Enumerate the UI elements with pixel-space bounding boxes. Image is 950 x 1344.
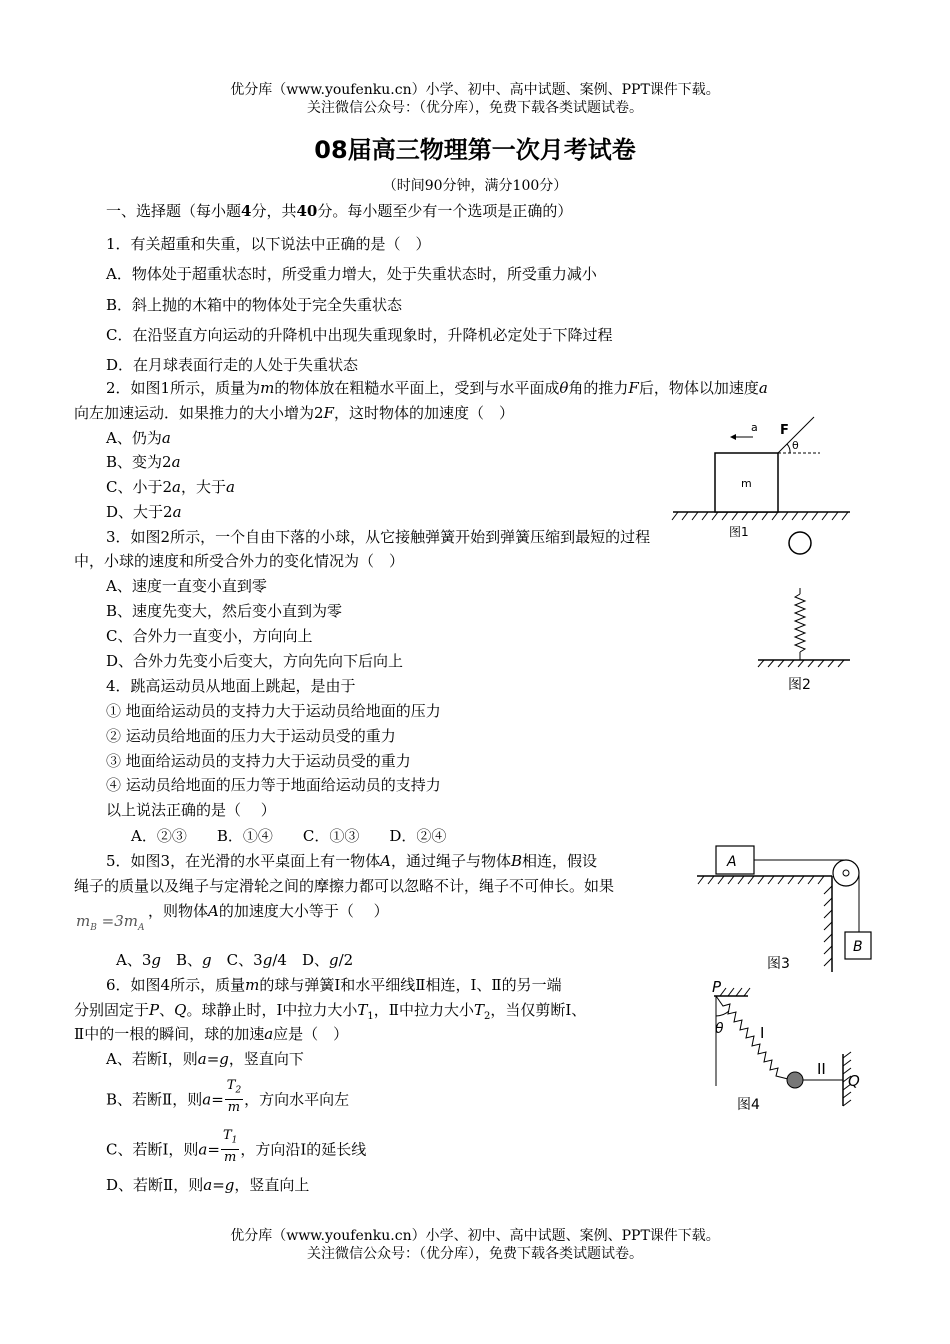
- q5-mass-condition: $m_B =3m_A$: [76, 912, 145, 933]
- fig2-caption: 图2: [788, 677, 811, 693]
- q3-stem-line-2: 中，小球的速度和所受合外力的变化情况为（ ）: [74, 552, 405, 570]
- q6-stem-line-2: 分别固定于P、Q。球静止时，Ⅰ中拉力大小$T_1$，Ⅱ中拉力大小$T_2$，当仅剪断Ⅰ、: [74, 1001, 587, 1022]
- q1-option-b: B．斜上抛的木箱中的物体处于完全失重状态: [106, 296, 403, 314]
- q6-option-a: A、若断Ⅰ，则a=g，竖直向下: [106, 1050, 304, 1068]
- page-title: 08届高三物理第一次月考试卷: [314, 136, 636, 164]
- q6-stem-line-1: 6．如图4所示，质量m的球与弹簧Ⅰ和水平细线Ⅱ相连，Ⅰ、Ⅱ的另一端: [106, 976, 562, 994]
- q6-option-d: D、若断Ⅱ，则a=g，竖直向上: [106, 1176, 310, 1194]
- fig1-label-a: a: [751, 421, 758, 434]
- page-subtitle: （时间90分钟，满分100分）: [382, 178, 568, 194]
- fig2-ground-hatch: [758, 660, 844, 667]
- fig4-caption: 图4: [737, 1097, 760, 1113]
- q3-option-a: A、速度一直变小直到零: [106, 577, 267, 595]
- fig3-edge-hatch: [824, 886, 832, 966]
- q2-option-b: B、变为2a: [106, 453, 181, 471]
- fig3-pulley-axle: [843, 870, 849, 876]
- q2-stem-line-1: 2．如图1所示，质量为m的物体放在粗糙水平面上，受到与水平面成θ角的推力F后，物体以加速度a: [106, 379, 768, 397]
- q6-option-b: B、若断Ⅱ，则a= $\frac{T_2}{m}$ ，方向水平向左: [106, 1078, 350, 1115]
- q2-option-a: A、仍为a: [106, 429, 171, 447]
- q4-statement-3: ③ 地面给运动员的支持力大于运动员受的重力: [106, 752, 411, 770]
- fig1-accel-arrowhead: [730, 434, 736, 440]
- q1-option-a: A．物体处于超重状态时，所受重力增大，处于失重状态时，所受重力减小: [106, 265, 597, 283]
- fig3-label-B: B: [853, 939, 863, 955]
- fig1-label-F: F: [780, 423, 789, 438]
- q4-options: A．②③ B．①④ C．①③ D．②④: [131, 827, 447, 845]
- q2-stem-line-2: 向左加速运动．如果推力的大小增为2F，这时物体的加速度（ ）: [74, 404, 514, 422]
- fig1-caption: 图1: [729, 525, 749, 539]
- q3-option-d: D、合外力先变小后变大，方向先向下后向上: [106, 652, 404, 670]
- q2-option-d: D、大于2a: [106, 503, 182, 521]
- figure-3: [694, 842, 884, 977]
- q5-stem-line-2: 绳子的质量以及绳子与定滑轮之间的摩擦力都可以忽略不计，绳子不可伸长。如果: [74, 877, 615, 895]
- fig4-label-theta: θ: [715, 1021, 724, 1037]
- q1-option-d: D．在月球表面行走的人处于失重状态: [106, 356, 359, 374]
- q5-options: A、3g B、g C、3g/4 D、g/2: [116, 951, 354, 969]
- footer-line-2: 关注微信公众号：（优分库），免费下载各类试题试卷。: [307, 1246, 643, 1262]
- q1-stem: 1．有关超重和失重，以下说法中正确的是（ ）: [106, 235, 431, 253]
- header-line-2: 关注微信公众号：（优分库），免费下载各类试题试卷。: [307, 100, 643, 116]
- q4-ask: 以上说法正确的是（ ）: [106, 801, 276, 819]
- fig4-label-II: II: [817, 1060, 826, 1078]
- fig4-label-Q: Q: [848, 1072, 860, 1090]
- q1-option-c: C．在沿竖直方向运动的升降机中出现失重现象时，升降机必定处于下降过程: [106, 326, 613, 344]
- q3-option-b: B、速度先变大，然后变小直到为零: [106, 602, 343, 620]
- fig3-caption: 图3: [767, 956, 790, 972]
- q3-stem-line-1: 3．如图2所示，一个自由下落的小球，从它接触弹簧开始到弹簧压缩到最短的过程: [106, 528, 651, 546]
- fig1-label-theta: θ: [792, 439, 799, 452]
- fig4-spring-I: [716, 996, 788, 1079]
- q4-statement-4: ④ 运动员给地面的压力等于地面给运动员的支持力: [106, 776, 441, 794]
- footer-line-1: 优分库（www.youfenku.cn）小学、初中、高中试题、案例、PPT课件下载。: [230, 1228, 720, 1244]
- fraction-t2-over-m: $\frac{T_2}{m}$: [226, 1078, 242, 1115]
- fig3-table-hatch: [698, 876, 824, 884]
- q4-statement-1: ① 地面给运动员的支持力大于运动员给地面的压力: [106, 702, 441, 720]
- fig4-angle-arc: [716, 1011, 729, 1016]
- fig2-ball: [789, 532, 811, 554]
- fig4-label-P: P: [712, 978, 722, 996]
- fig4-label-I: I: [760, 1024, 765, 1042]
- q3-option-c: C、合外力一直变小，方向向上: [106, 627, 313, 645]
- fig3-label-A: A: [727, 854, 737, 870]
- q6-stem-line-3: Ⅱ中的一根的瞬间，球的加速a应是（ ）: [74, 1025, 349, 1043]
- q5-stem-line-3: ，则物体A的加速度大小等于（ ）: [148, 902, 389, 920]
- fig4-ball: [787, 1072, 803, 1088]
- fig2-spring: [795, 594, 805, 652]
- figure-4: [700, 976, 870, 1116]
- q5-stem-line-1: 5．如图3，在光滑的水平桌面上有一物体A，通过绳子与物体B相连，假设: [106, 852, 597, 870]
- section-heading: 一、选择题（每小题4分，共40分。每小题至少有一个选项是正确的）: [106, 202, 573, 220]
- fraction-t1-over-m: $\frac{T_1}{m}$: [222, 1128, 238, 1165]
- fig1-angle-arc: [787, 444, 790, 453]
- fig1-label-m: m: [741, 477, 752, 490]
- q6-option-c: C、若断Ⅰ，则a= $\frac{T_1}{m}$ ，方向沿Ⅰ的延长线: [106, 1128, 367, 1165]
- fig1-ground-hatch: [672, 512, 848, 520]
- header-line-1: 优分库（www.youfenku.cn）小学、初中、高中试题、案例、PPT课件下载。: [230, 82, 720, 98]
- q4-stem: 4．跳高运动员从地面上跳起，是由于: [106, 677, 356, 695]
- q2-option-c: C、小于2a，大于a: [106, 478, 235, 496]
- fig4-ceiling-hatch: [720, 988, 750, 996]
- figure-2: [750, 522, 860, 697]
- q4-statement-2: ② 运动员给地面的压力大于运动员受的重力: [106, 727, 396, 745]
